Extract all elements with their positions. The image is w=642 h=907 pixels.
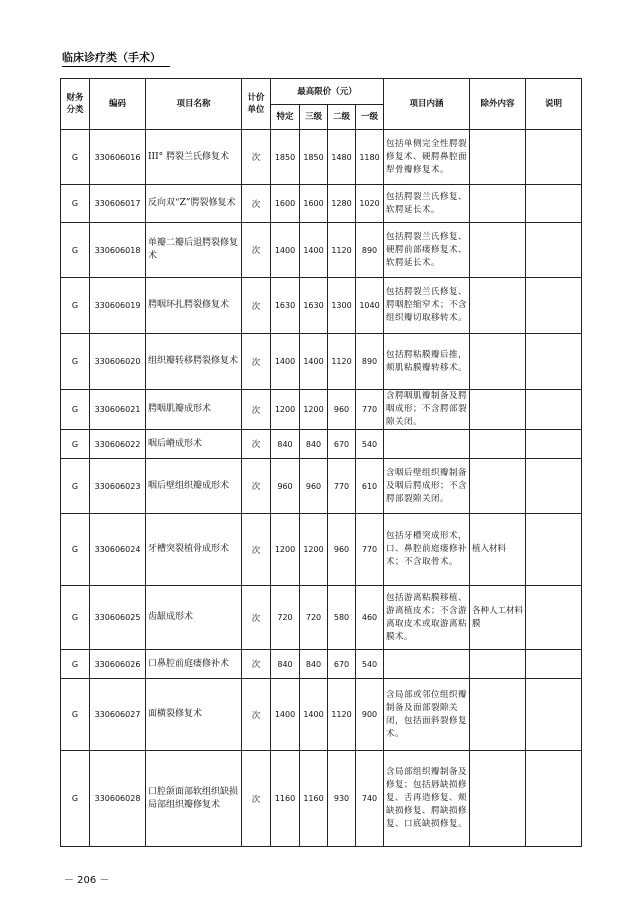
cell-level2: 1120 (328, 223, 356, 278)
cell-exclusions (470, 185, 526, 223)
cell-notes (526, 459, 582, 514)
table-row (61, 430, 582, 459)
cell-notes (526, 185, 582, 223)
header-special: 特定 (271, 105, 300, 130)
cell-level3: 1850 (300, 130, 328, 185)
cell-unit: 次 (242, 278, 271, 334)
cell-scope: 包括腭粘膜瓣后推，颊肌粘膜瓣转移术。 (384, 334, 470, 390)
cell-exclusions (470, 390, 526, 430)
cell-special: 840 (271, 430, 300, 459)
cell-level3: 1160 (300, 751, 328, 847)
cell-category: G (61, 751, 90, 847)
cell-code: 330606025 (90, 586, 146, 650)
cell-name: 腭咽环扎腭裂修复术 (146, 278, 242, 334)
cell-name: 齿龈成形术 (146, 586, 242, 650)
cell-special: 1160 (271, 751, 300, 847)
cell-unit: 次 (242, 334, 271, 390)
cell-level3: 1200 (300, 390, 328, 430)
table-row (61, 185, 582, 223)
cell-level1: 890 (356, 223, 384, 278)
cell-unit: 次 (242, 751, 271, 847)
header-level3: 三级 (300, 105, 328, 130)
cell-category: G (61, 679, 90, 751)
cell-level2: 770 (328, 459, 356, 514)
cell-special: 1600 (271, 185, 300, 223)
cell-scope: 包括腭裂兰氏修复、硬腭前部瘘修复术、软腭延长术。 (384, 223, 470, 278)
section-title-underline (62, 66, 170, 67)
cell-special: 1400 (271, 679, 300, 751)
cell-scope: 含局部或邻位组织瓣制备及面部裂隙关闭，包括面斜裂修复术。 (384, 679, 470, 751)
cell-level2: 1120 (328, 334, 356, 390)
cell-scope: 包括腭裂兰氏修复、软腭延长术。 (384, 185, 470, 223)
cell-scope: 包括单侧完全性腭裂修复术、硬腭鼻腔面犁骨瓣修复术。 (384, 130, 470, 185)
table-row (61, 679, 582, 751)
cell-level2: 960 (328, 390, 356, 430)
cell-category: G (61, 278, 90, 334)
cell-name: 反向双“Z”腭裂修复术 (146, 185, 242, 223)
cell-unit: 次 (242, 679, 271, 751)
cell-notes (526, 390, 582, 430)
cell-category: G (61, 130, 90, 185)
cell-notes (526, 334, 582, 390)
cell-level1: 1180 (356, 130, 384, 185)
cell-scope: 含局部组织瓣制备及修复；包括唇缺损修复、舌再造修复、颊缺损修复、腭缺损修复、口底缺损修复。 (384, 751, 470, 847)
cell-level1: 540 (356, 430, 384, 459)
cell-category: G (61, 185, 90, 223)
header-unit: 计价单位 (242, 79, 271, 130)
cell-exclusions (470, 650, 526, 679)
header-name: 项目名称 (146, 79, 242, 130)
cell-level1: 770 (356, 390, 384, 430)
cell-level2: 670 (328, 430, 356, 459)
table-row (61, 130, 582, 185)
cell-name: 单瓣二瓣后退腭裂修复术 (146, 223, 242, 278)
cell-scope: 包括牙槽突成形术，口、鼻腔前庭瘘修补术；不含取骨术。 (384, 514, 470, 586)
cell-scope (384, 430, 470, 459)
cell-level3: 1400 (300, 223, 328, 278)
cell-code: 330606022 (90, 430, 146, 459)
cell-scope (384, 650, 470, 679)
cell-level3: 840 (300, 430, 328, 459)
page-number: － 206 － (64, 875, 110, 886)
cell-notes (526, 751, 582, 847)
cell-scope: 包括游离粘膜移植、游离植皮术；不含游离取皮术或取游离粘膜术。 (384, 586, 470, 650)
header-level2: 二级 (328, 105, 356, 130)
cell-special: 1200 (271, 514, 300, 586)
cell-level3: 1400 (300, 679, 328, 751)
cell-notes (526, 679, 582, 751)
table-row (61, 334, 582, 390)
cell-code: 330606024 (90, 514, 146, 586)
cell-category: G (61, 334, 90, 390)
cell-special: 1850 (271, 130, 300, 185)
cell-level2: 930 (328, 751, 356, 847)
cell-name: 口鼻腔前庭瘘修补术 (146, 650, 242, 679)
cell-unit: 次 (242, 430, 271, 459)
cell-level3: 960 (300, 459, 328, 514)
cell-exclusions (470, 430, 526, 459)
cell-code: 330606020 (90, 334, 146, 390)
table-row (61, 459, 582, 514)
cell-notes (526, 430, 582, 459)
cell-level2: 1280 (328, 185, 356, 223)
cell-exclusions: 各种人工材料膜 (470, 586, 526, 650)
cell-category: G (61, 459, 90, 514)
cell-code: 330606021 (90, 390, 146, 430)
cell-code: 330606028 (90, 751, 146, 847)
fee-table (60, 78, 582, 847)
cell-exclusions (470, 334, 526, 390)
table-row (61, 390, 582, 430)
cell-category: G (61, 223, 90, 278)
cell-level3: 1600 (300, 185, 328, 223)
table-row (61, 223, 582, 278)
cell-scope: 含腭咽肌瓣制备及腭咽成形；不含腭部裂隙关闭。 (384, 390, 470, 430)
cell-level1: 460 (356, 586, 384, 650)
header-code: 编码 (90, 79, 146, 130)
cell-name: 牙槽突裂植骨成形术 (146, 514, 242, 586)
table-row (61, 650, 582, 679)
cell-notes (526, 514, 582, 586)
cell-name: 组织瓣转移腭裂修复术 (146, 334, 242, 390)
cell-code: 330606016 (90, 130, 146, 185)
header-price-group: 最高限价（元） (271, 79, 384, 105)
table-row (61, 278, 582, 334)
section-title: 临床诊疗类（手术） (62, 51, 161, 64)
cell-scope: 含咽后壁组织瓣制备及咽后腭成形；不含腭部裂隙关闭。 (384, 459, 470, 514)
cell-unit: 次 (242, 514, 271, 586)
cell-exclusions (470, 223, 526, 278)
cell-exclusions (470, 751, 526, 847)
cell-level2: 670 (328, 650, 356, 679)
cell-notes (526, 278, 582, 334)
cell-level1: 1040 (356, 278, 384, 334)
cell-category: G (61, 390, 90, 430)
cell-notes (526, 586, 582, 650)
cell-category: G (61, 650, 90, 679)
cell-special: 1200 (271, 390, 300, 430)
cell-name: 咽后嵴成形术 (146, 430, 242, 459)
cell-unit: 次 (242, 185, 271, 223)
cell-level1: 1020 (356, 185, 384, 223)
cell-unit: 次 (242, 586, 271, 650)
cell-level2: 1480 (328, 130, 356, 185)
cell-exclusions (470, 278, 526, 334)
cell-notes (526, 130, 582, 185)
cell-exclusions (470, 679, 526, 751)
cell-level1: 610 (356, 459, 384, 514)
cell-code: 330606026 (90, 650, 146, 679)
cell-level2: 1120 (328, 679, 356, 751)
cell-code: 330606018 (90, 223, 146, 278)
cell-level3: 720 (300, 586, 328, 650)
cell-exclusions (470, 130, 526, 185)
table-row (61, 586, 582, 650)
cell-level1: 770 (356, 514, 384, 586)
cell-unit: 次 (242, 459, 271, 514)
cell-category: G (61, 586, 90, 650)
cell-scope: 包括腭裂兰氏修复、腭咽腔缩窄术；不含组织瓣切取移转术。 (384, 278, 470, 334)
cell-unit: 次 (242, 390, 271, 430)
cell-notes (526, 650, 582, 679)
cell-name: 腭咽肌瓣成形术 (146, 390, 242, 430)
cell-code: 330606027 (90, 679, 146, 751)
cell-unit: 次 (242, 223, 271, 278)
cell-name: 咽后壁组织瓣成形术 (146, 459, 242, 514)
cell-special: 1400 (271, 334, 300, 390)
cell-exclusions (470, 459, 526, 514)
table-row (61, 751, 582, 847)
cell-level2: 960 (328, 514, 356, 586)
cell-level1: 540 (356, 650, 384, 679)
header-exclusions: 除外内容 (470, 79, 526, 130)
header-level1: 一级 (356, 105, 384, 130)
cell-special: 960 (271, 459, 300, 514)
cell-category: G (61, 514, 90, 586)
cell-level2: 1300 (328, 278, 356, 334)
cell-category: G (61, 430, 90, 459)
cell-level1: 900 (356, 679, 384, 751)
cell-level3: 840 (300, 650, 328, 679)
cell-code: 330606017 (90, 185, 146, 223)
cell-unit: 次 (242, 130, 271, 185)
cell-name: III° 腭裂兰氏修复术 (146, 130, 242, 185)
cell-special: 1630 (271, 278, 300, 334)
cell-name: 口腔颌面部软组织缺损局部组织瓣修复术 (146, 751, 242, 847)
cell-special: 1400 (271, 223, 300, 278)
cell-code: 330606019 (90, 278, 146, 334)
cell-level3: 1630 (300, 278, 328, 334)
cell-level3: 1400 (300, 334, 328, 390)
cell-special: 720 (271, 586, 300, 650)
cell-code: 330606023 (90, 459, 146, 514)
table-row (61, 514, 582, 586)
cell-name: 面横裂修复术 (146, 679, 242, 751)
cell-level3: 1200 (300, 514, 328, 586)
header-category: 财务分类 (61, 79, 90, 130)
cell-level1: 890 (356, 334, 384, 390)
cell-exclusions: 植入材料 (470, 514, 526, 586)
cell-unit: 次 (242, 650, 271, 679)
header-notes: 说明 (526, 79, 582, 130)
cell-level2: 580 (328, 586, 356, 650)
cell-notes (526, 223, 582, 278)
header-scope: 项目内涵 (384, 79, 470, 130)
cell-special: 840 (271, 650, 300, 679)
cell-level1: 740 (356, 751, 384, 847)
